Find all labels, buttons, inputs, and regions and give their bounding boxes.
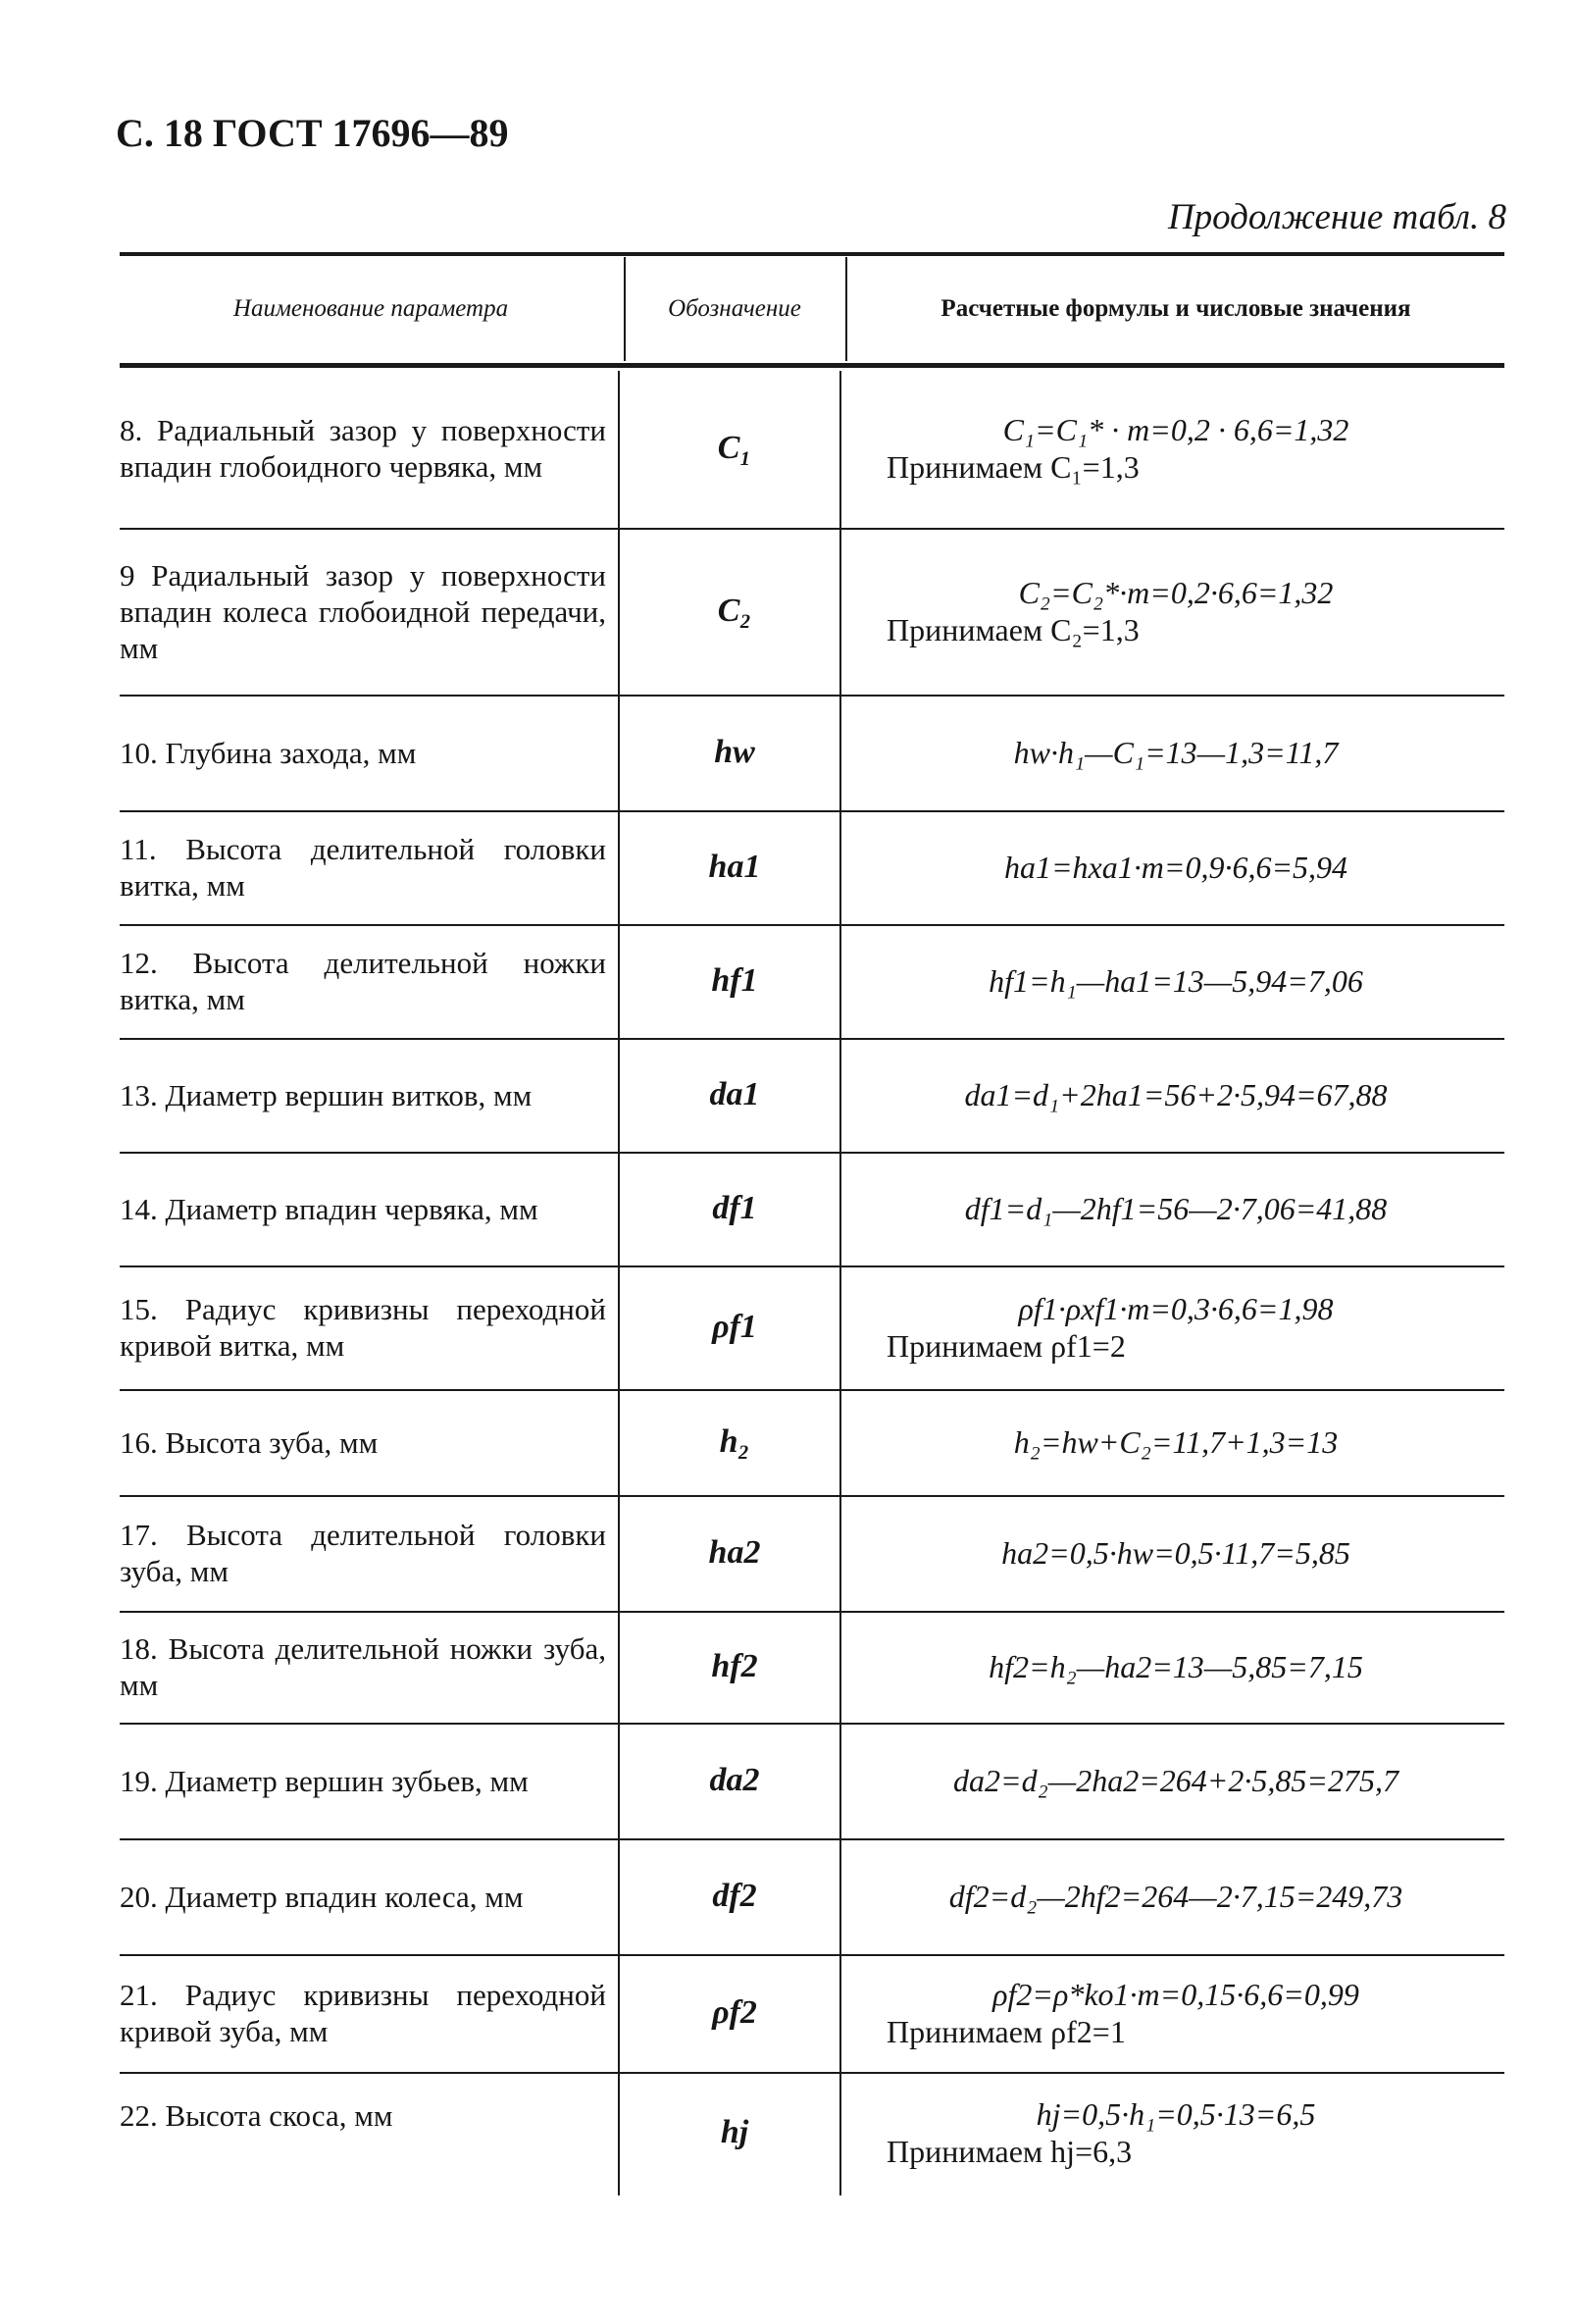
parameter-symbol: ha1 <box>708 849 761 885</box>
parameter-name: 15. Радиус кривизны переходной кривой витка, мм <box>120 1292 606 1363</box>
table-row <box>120 1725 1504 1840</box>
table-row <box>120 812 1504 926</box>
formula-note: Принимаем hj=6,3 <box>887 2134 1133 2169</box>
table-row <box>120 1154 1504 1267</box>
parameter-name: 22. Высота скоса, мм <box>120 2098 393 2133</box>
parameter-symbol: hf1 <box>711 962 758 999</box>
parameter-name: 9 Радиальный зазор у поверхности впадин колеса глобоидной передачи, мм <box>120 557 606 665</box>
parameter-symbol: hf2 <box>711 1648 758 1684</box>
formula-note: Принимаем C₂=1,3 <box>887 612 1140 647</box>
table-row <box>120 1040 1504 1154</box>
formula: C₂=C₂*·m=0,2·6,6=1,32 <box>1018 575 1334 610</box>
parameter-name: 11. Высота делительной головки витка, мм <box>120 832 606 903</box>
formula: hf2=h₂—ha2=13—5,85=7,15 <box>989 1649 1363 1684</box>
table-row <box>120 1391 1504 1497</box>
formula: h₂=hw+C₂=11,7+1,3=13 <box>1013 1424 1339 1460</box>
table-row <box>120 530 1504 697</box>
formula-note: Принимаем ρf2=1 <box>887 2014 1126 2049</box>
table-row <box>120 1613 1504 1725</box>
table-row <box>120 1840 1504 1956</box>
parameter-symbol: ρf1 <box>712 1309 757 1345</box>
parameter-name: 17. Высота делительной головки зуба, мм <box>120 1518 606 1588</box>
formula: ha1=hxa1·m=0,9·6,6=5,94 <box>1003 850 1348 885</box>
parameter-symbol: C₂ <box>717 593 752 629</box>
table-row <box>120 1267 1504 1391</box>
parameter-symbol: df2 <box>712 1878 757 1914</box>
column-header-formula: Расчетные формулы и числовые значения <box>940 295 1411 322</box>
formula: ha2=0,5·hw=0,5·11,7=5,85 <box>1001 1535 1350 1571</box>
table-row <box>120 926 1504 1040</box>
parameter-name: 8. Радиальный зазор у поверхности впадин глобоидного червяка, мм <box>120 413 606 484</box>
formula: ρf2=ρ*ko1·m=0,15·6,6=0,99 <box>992 1977 1359 2012</box>
parameter-symbol: da2 <box>709 1762 760 1798</box>
column-divider-1 <box>624 257 626 361</box>
column-header-name: Наименование параметра <box>232 295 509 322</box>
formula-note: Принимаем C₁=1,3 <box>887 449 1140 485</box>
table-continuation-label: Продолжение табл. 8 <box>1167 197 1506 237</box>
formula: hj=0,5·h₁=0,5·13=6,5 <box>1036 2096 1316 2132</box>
parameter-name: 16. Высота зуба, мм <box>120 1424 379 1460</box>
parameter-name: 20. Диаметр впадин колеса, мм <box>120 1879 524 1914</box>
parameter-name: 12. Высота делительной ножки витка, мм <box>120 946 606 1016</box>
parameter-name: 18. Высота делительной ножки зуба, мм <box>120 1631 606 1702</box>
parameter-name: 19. Диаметр вершин зубьев, мм <box>120 1763 529 1798</box>
parameter-name: 14. Диаметр впадин червяка, мм <box>120 1191 538 1226</box>
formula: C₁=C₁* · m=0,2 · 6,6=1,32 <box>1002 412 1349 447</box>
parameter-symbol: df1 <box>712 1190 757 1226</box>
formula: hf1=h₁—ha1=13—5,94=7,06 <box>989 963 1363 999</box>
formula: ρf1·ρxf1·m=0,3·6,6=1,98 <box>1018 1291 1334 1326</box>
parameter-symbol: C₁ <box>717 430 752 466</box>
parameter-symbol: da1 <box>709 1076 760 1112</box>
formula: da2=d₂—2ha2=264+2·5,85=275,7 <box>953 1763 1398 1798</box>
parameter-symbol: ρf2 <box>712 1994 757 2031</box>
parameter-name: 21. Радиус кривизны переходной кривой зуба, мм <box>120 1978 606 2048</box>
table-row <box>120 1956 1504 2074</box>
table-row <box>120 697 1504 812</box>
parameter-name: 13. Диаметр вершин витков, мм <box>120 1077 533 1112</box>
column-divider-2 <box>845 257 847 361</box>
page-header: С. 18 ГОСТ 17696—89 <box>116 111 509 155</box>
table-row <box>120 2074 1504 2195</box>
table-row <box>120 1497 1504 1613</box>
parameter-symbol: hj <box>720 2114 749 2150</box>
column-header-symbol: Обозначение <box>668 295 801 322</box>
formula: da1=d₁+2ha1=56+2·5,94=67,88 <box>964 1077 1388 1112</box>
formula-note: Принимаем ρf1=2 <box>887 1328 1126 1364</box>
formula: df2=d₂—2hf2=264—2·7,15=249,73 <box>948 1879 1403 1914</box>
parameter-symbol: hw <box>714 734 755 770</box>
table-top-rule <box>120 252 1504 256</box>
parameter-symbol: h₂ <box>719 1423 750 1460</box>
formula: df1=d₁—2hf1=56—2·7,06=41,88 <box>964 1191 1388 1226</box>
table-row <box>120 371 1504 530</box>
table-header-rule <box>120 363 1504 368</box>
parameter-symbol: ha2 <box>708 1534 761 1571</box>
parameter-name: 10. Глубина захода, мм <box>120 735 417 770</box>
formula: hw·h₁—C₁=13—1,3=11,7 <box>1013 735 1339 770</box>
